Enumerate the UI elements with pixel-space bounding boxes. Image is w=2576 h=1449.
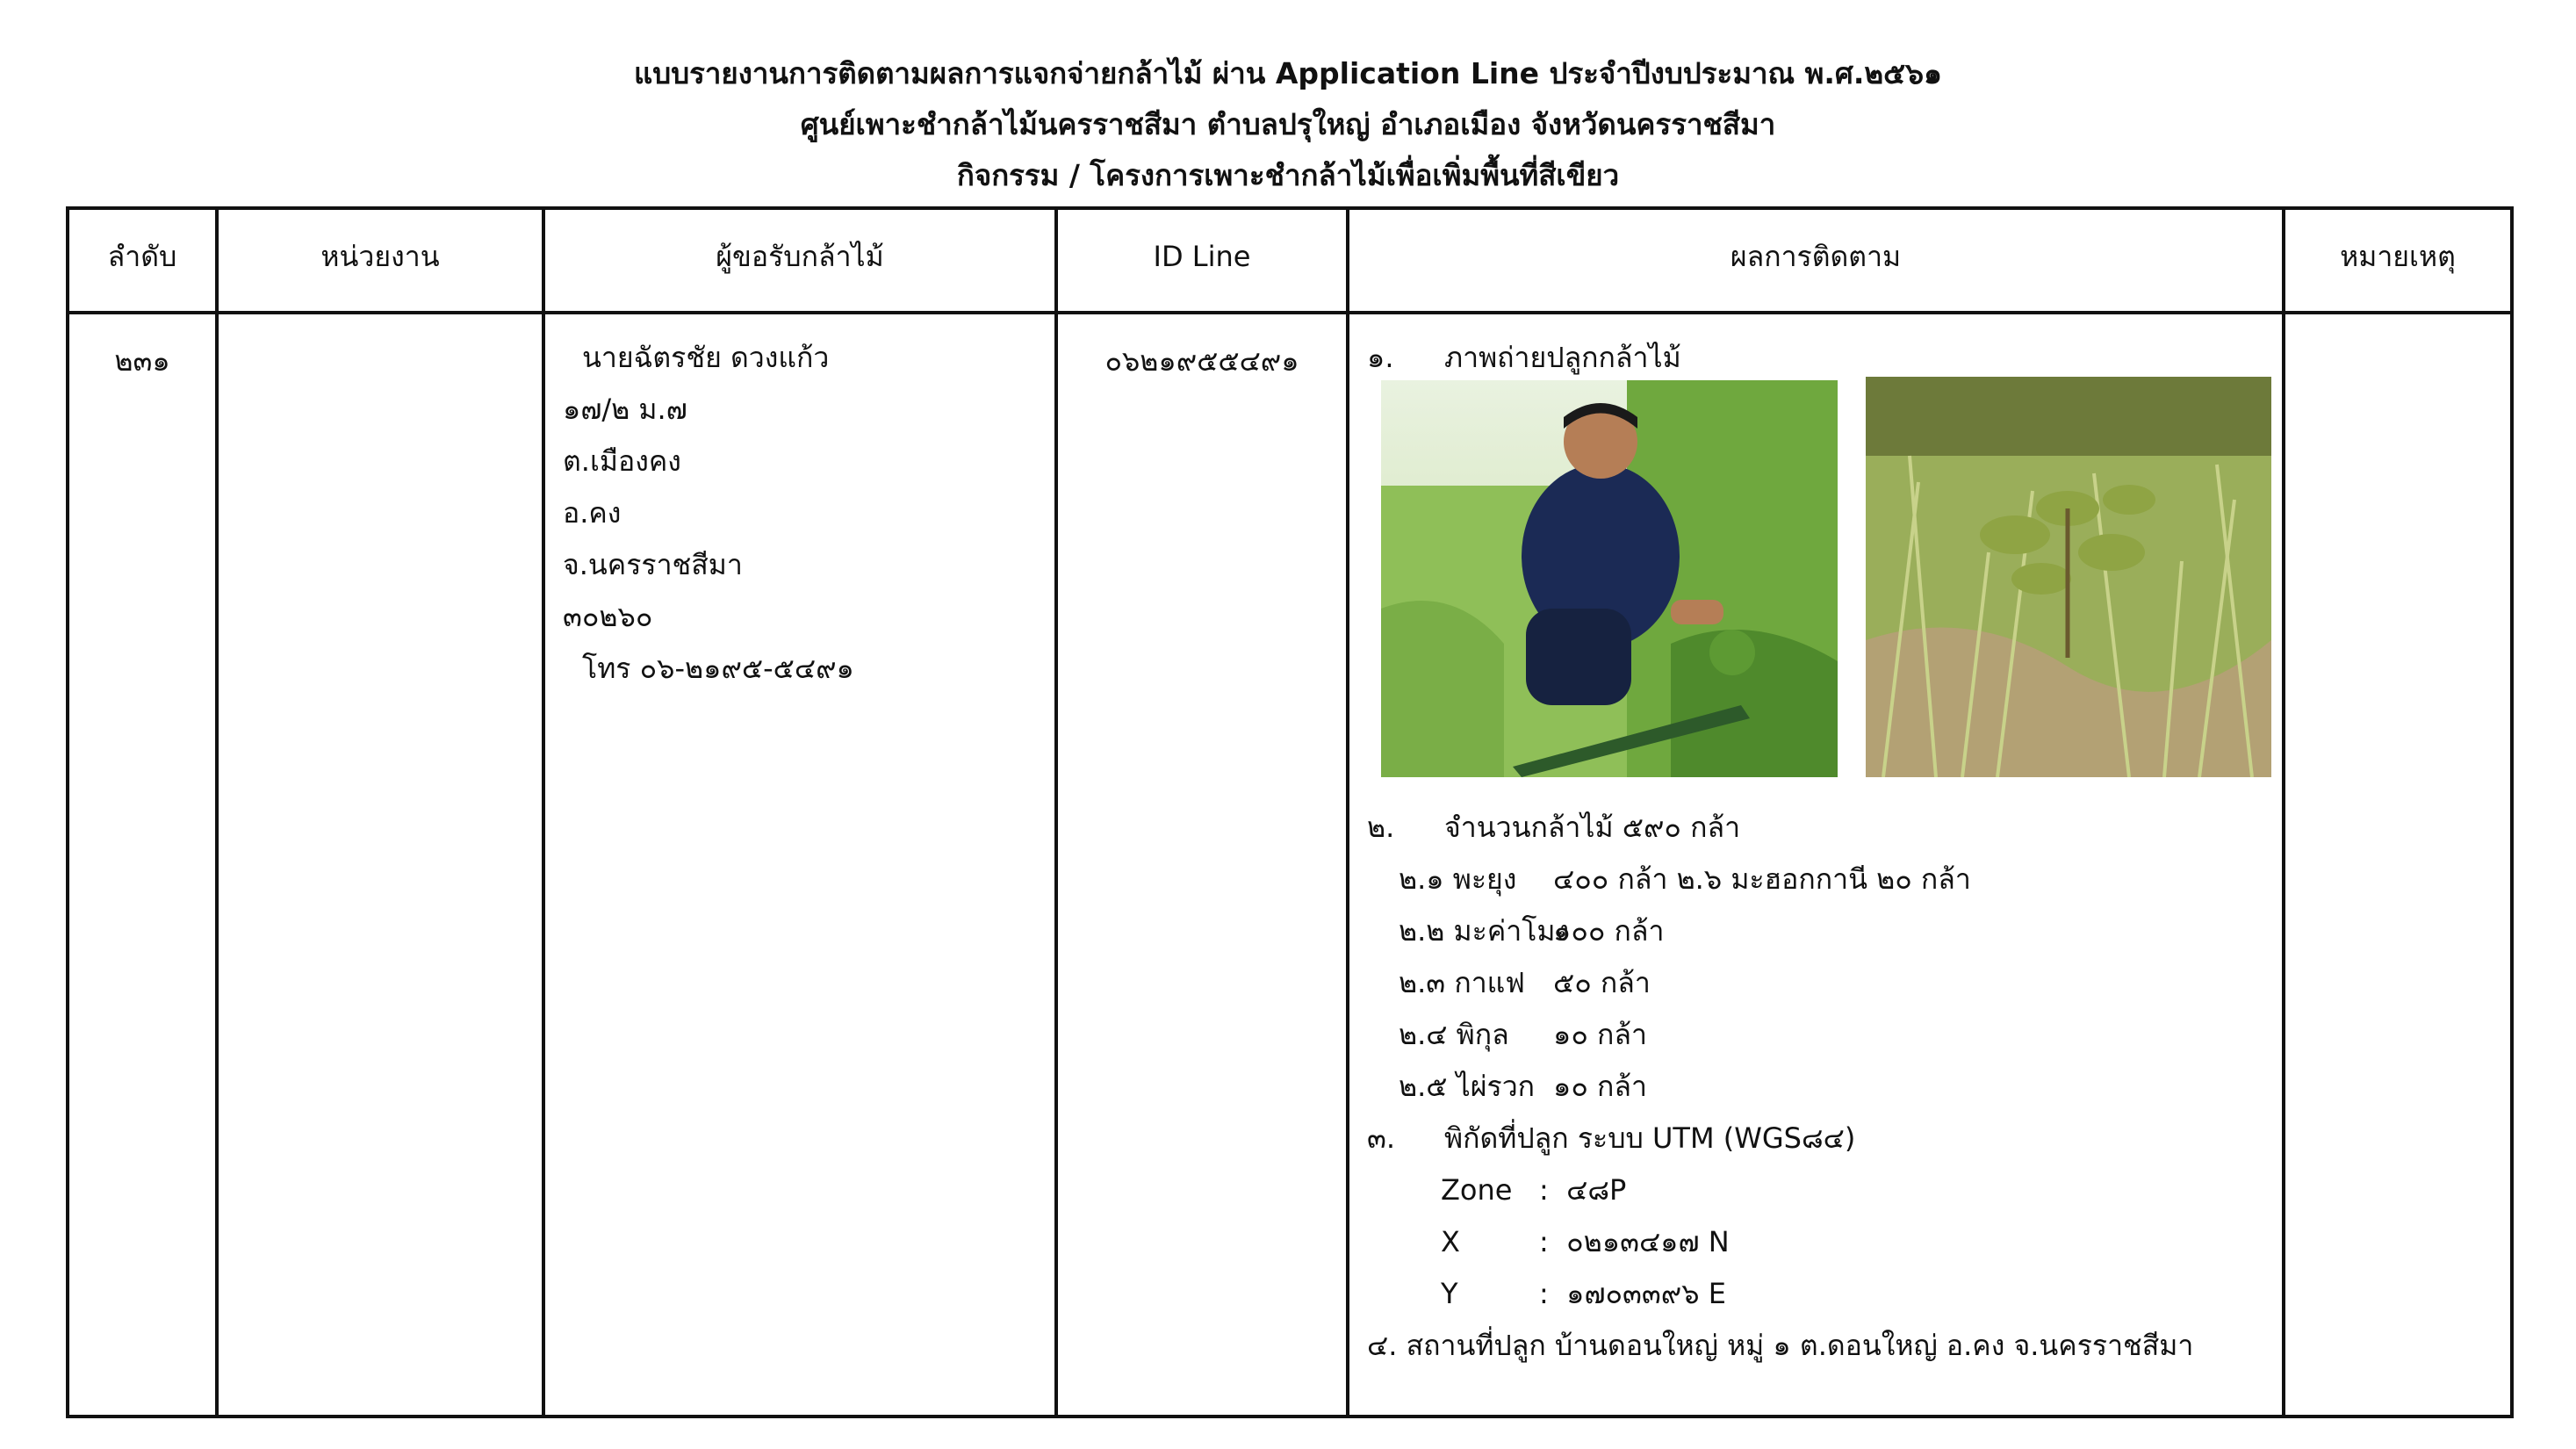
cell-remark [2284,313,2512,1417]
applicant-address-line: ๓๐๒๖๐ [563,600,653,633]
col-header-id-line: ID Line [1056,208,1348,313]
col-header-result: ผลการติดตาม [1348,208,2284,313]
cell-result [1348,313,2284,1417]
cell-applicant [543,313,1056,1417]
report-header [0,48,2576,201]
photo-seedling-image [1866,377,2271,777]
applicant-address-line: จ.นครราชสีมา [563,548,743,581]
coord-x: X : ๐๒๑๓๔๑๗ N [1441,1225,1730,1258]
species-row: ๒.๕ ไผ่รวก ๑๐ กล้า [1399,1070,1647,1103]
cell-id-line: ๐๖๒๑๙๕๕๔๙๑ [1056,313,1348,1417]
report-activity: กิจกรรม / โครงการเพาะชำกล้าไม้เพื่อเพิ่มพื้นที่สีเขียว [956,158,1620,192]
species-row: ๒.๒ มะค่าโมง๑๐๐ กล้า [1399,914,1665,948]
applicant-name: นายฉัตรชัย ดวงแก้ว [582,341,830,374]
result-item-3: ๓. พิกัดที่ปลูก ระบบ UTM (WGS๘๔) [1367,1121,1856,1155]
applicant-address-line: อ.คง [563,496,622,530]
col-header-agency: หน่วยงาน [217,208,543,313]
report-table [66,206,2514,1418]
species-row: ๒.๓ กาแฟ ๕๐ กล้า [1399,966,1651,999]
report-title: แบบรายงานการติดตามผลการแจกจ่ายกล้าไม้ ผ่าน Application Line ประจำปีงบประมาณ พ.ศ.๒๕๖๑ [634,56,1942,90]
result-item-1: ๑. ภาพถ่ายปลูกกล้าไม้ [1367,341,1681,374]
species-row: ๒.๑ พะยุง ๔๐๐ กล้า ๒.๖ มะฮอกกานี ๒๐ กล้า [1399,862,1971,896]
table-row [68,313,2512,1417]
col-header-remark: หมายเหตุ [2284,208,2512,313]
cell-seq: ๒๓๑ [68,313,217,1417]
applicant-address-line: ต.เมืองคง [563,444,681,478]
col-header-seq: ลำดับ [68,208,217,313]
result-item-2: ๒. จำนวนกล้าไม้ ๕๙๐ กล้า [1367,811,1741,844]
species-row: ๒.๔ พิกุล ๑๐ กล้า [1399,1018,1647,1051]
result-item-4: ๔. สถานที่ปลูก บ้านดอนใหญ่ หมู่ ๑ ต.ดอนใหญ่ อ.คง จ.นครราชสีมา [1367,1329,2194,1362]
coord-y: Y : ๑๗๐๓๓๙๖ E [1441,1277,1726,1310]
photo-gallery [1367,389,2282,807]
cell-agency [217,313,543,1417]
table-header-row [68,208,2512,313]
coord-zone: Zone : ๔๘P [1441,1173,1627,1207]
applicant-phone: โทร ๐๖-๒๑๙๕-๕๔๙๑ [582,652,854,685]
report-center: ศูนย์เพาะชำกล้าไม้นครราชสีมา ตำบลปรุใหญ่ อำเภอเมือง จังหวัดนครราชสีมา [800,107,1776,141]
col-header-applicant: ผู้ขอรับกล้าไม้ [543,208,1056,313]
applicant-address-line: ๑๗/๒ ม.๗ [563,393,687,426]
photo-planter-image [1381,380,1838,777]
